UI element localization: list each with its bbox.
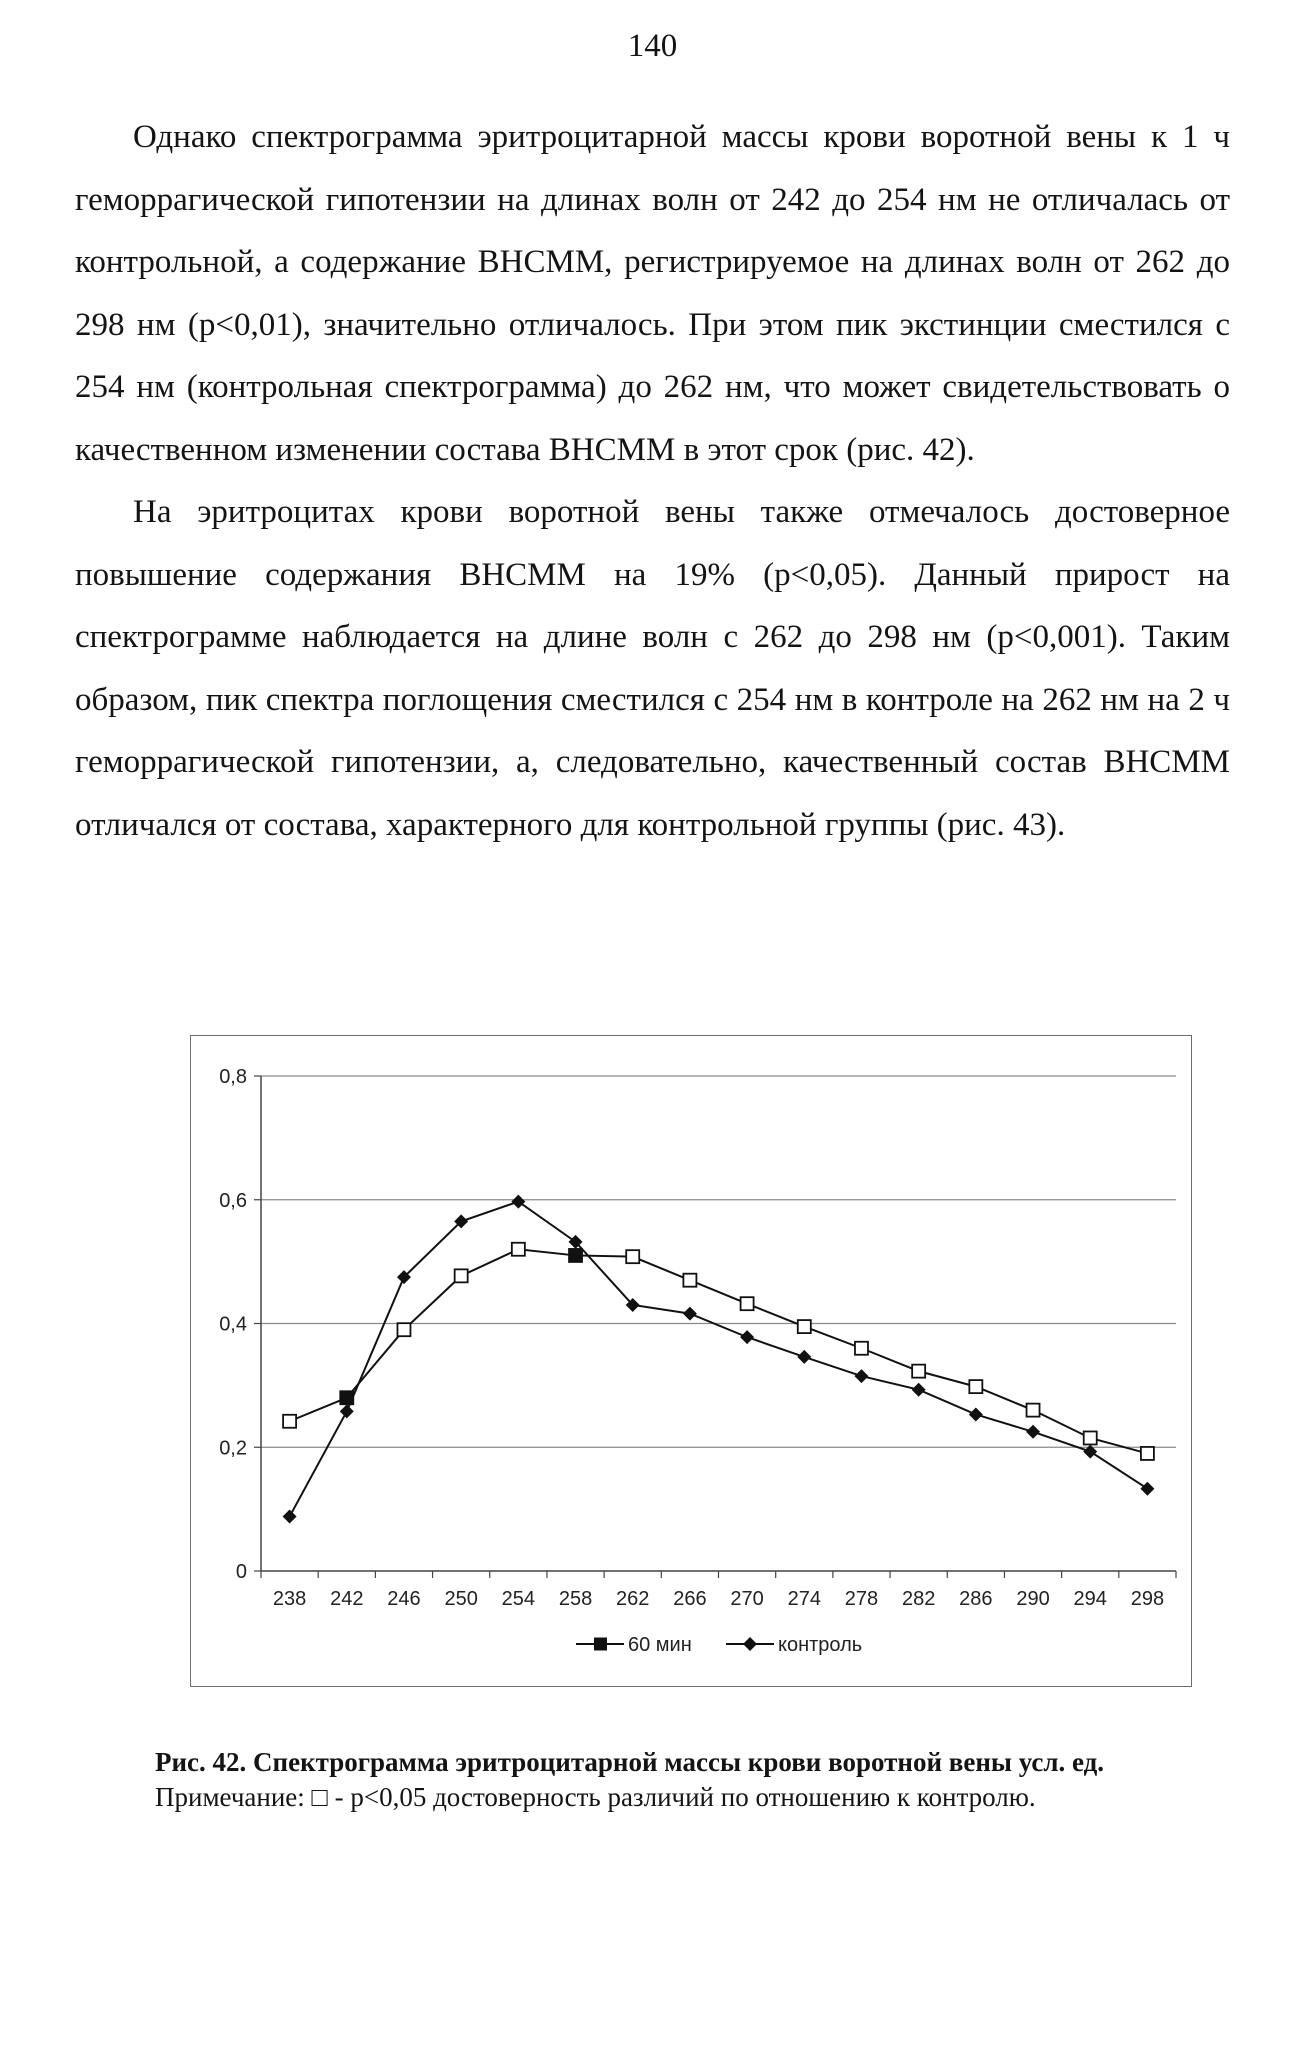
legend-marker-control	[743, 1637, 757, 1651]
x-tick-label: 270	[730, 1588, 764, 1610]
point-60min	[741, 1297, 754, 1310]
point-60min	[626, 1250, 639, 1263]
body-text	[75, 106, 1230, 856]
point-60min	[569, 1249, 582, 1262]
point-control	[283, 1510, 297, 1524]
point-control	[854, 1369, 868, 1383]
y-tick-label: 0,6	[219, 1189, 247, 1212]
x-tick-label: 238	[272, 1588, 307, 1610]
point-60min	[1084, 1431, 1097, 1444]
figure-caption	[155, 1745, 1255, 1815]
point-60min	[912, 1365, 925, 1378]
point-control	[340, 1404, 354, 1418]
point-control	[1140, 1482, 1154, 1496]
point-60min	[1141, 1447, 1154, 1460]
paragraph-1: Однако спектрограмма эритроцитарной массы крови воротной вены к 1 ч геморрагической гипотензии на длинах волн от 242 до 254 нм не отличалась от контрольной, а содержание ВНСММ, регистрируемое на длинах волн от 262 до 298 нм (р<0,01), значительно отличалось. При этом пик экстинции сместился с 254 нм (контрольная спектрограмма) до 262 нм, что может свидетельствовать о качественном изменении состава ВНСММ в этот срок (рис. 42).	[75, 119, 1230, 468]
x-tick-label: 246	[387, 1588, 421, 1610]
point-60min	[855, 1342, 868, 1355]
point-60min	[683, 1274, 696, 1287]
point-control	[683, 1307, 697, 1321]
point-60min	[969, 1380, 982, 1393]
caption-note: Примечание: □ - р<0,05 достоверность различий по отношению к контролю.	[155, 1782, 1036, 1812]
point-control	[1026, 1425, 1040, 1439]
legend-marker-60min	[594, 1638, 607, 1651]
y-tick-label: 0,4	[219, 1313, 247, 1336]
point-60min	[455, 1269, 468, 1282]
point-control	[797, 1350, 811, 1364]
page-number: 140	[627, 28, 678, 64]
x-tick-label: 262	[616, 1588, 650, 1610]
chart-canvas	[191, 1036, 1191, 1686]
y-tick-label: 0,2	[219, 1437, 247, 1460]
point-60min	[283, 1415, 296, 1428]
point-60min	[1027, 1404, 1040, 1417]
point-control	[912, 1383, 926, 1397]
x-tick-label: 282	[901, 1588, 936, 1610]
y-tick-label: 0,8	[219, 1066, 247, 1088]
x-tick-label: 278	[844, 1588, 879, 1610]
point-control	[511, 1195, 525, 1209]
paragraph-2: На эритроцитах крови воротной вены также отмечалось достоверное повышение содержания ВНСММ на 19% (р<0,05). Данный прирост на спектрограмме наблюдается на длине волн с 262 до 298 нм (р<0,001). Таким образом, пик спектра поглощения сместился с 254 нм в контроле на 262 нм на 2 ч геморрагической гипотензии, а, следовательно, качественный состав ВНСММ отличался от состава, характерного для контрольной группы (рис. 43).	[75, 494, 1230, 843]
x-tick-label: 298	[1130, 1588, 1165, 1610]
x-tick-label: 266	[673, 1588, 707, 1610]
y-tick-label: 0	[235, 1561, 247, 1583]
x-tick-label: 242	[330, 1588, 364, 1610]
legend-label-60min: 60 мин	[628, 1634, 692, 1656]
point-60min	[798, 1320, 811, 1333]
series-60min-line	[290, 1249, 1148, 1453]
x-tick-label: 294	[1073, 1588, 1107, 1610]
x-tick-label: 254	[501, 1588, 536, 1610]
x-tick-label: 250	[444, 1588, 478, 1610]
x-tick-label: 290	[1016, 1588, 1050, 1610]
legend-label-control: контроль	[778, 1634, 863, 1656]
x-tick-label: 258	[558, 1588, 593, 1610]
point-60min	[512, 1243, 525, 1256]
x-tick-label: 286	[959, 1588, 993, 1610]
series-control-line	[290, 1202, 1148, 1517]
spectrogram-chart	[190, 1035, 1192, 1687]
caption-title: Рис. 42. Спектрограмма эритроцитарной массы крови воротной вены усл. ед.	[155, 1747, 1105, 1777]
point-control	[969, 1407, 983, 1421]
x-tick-label: 274	[787, 1588, 821, 1610]
point-60min	[397, 1323, 410, 1336]
point-control	[740, 1330, 754, 1344]
